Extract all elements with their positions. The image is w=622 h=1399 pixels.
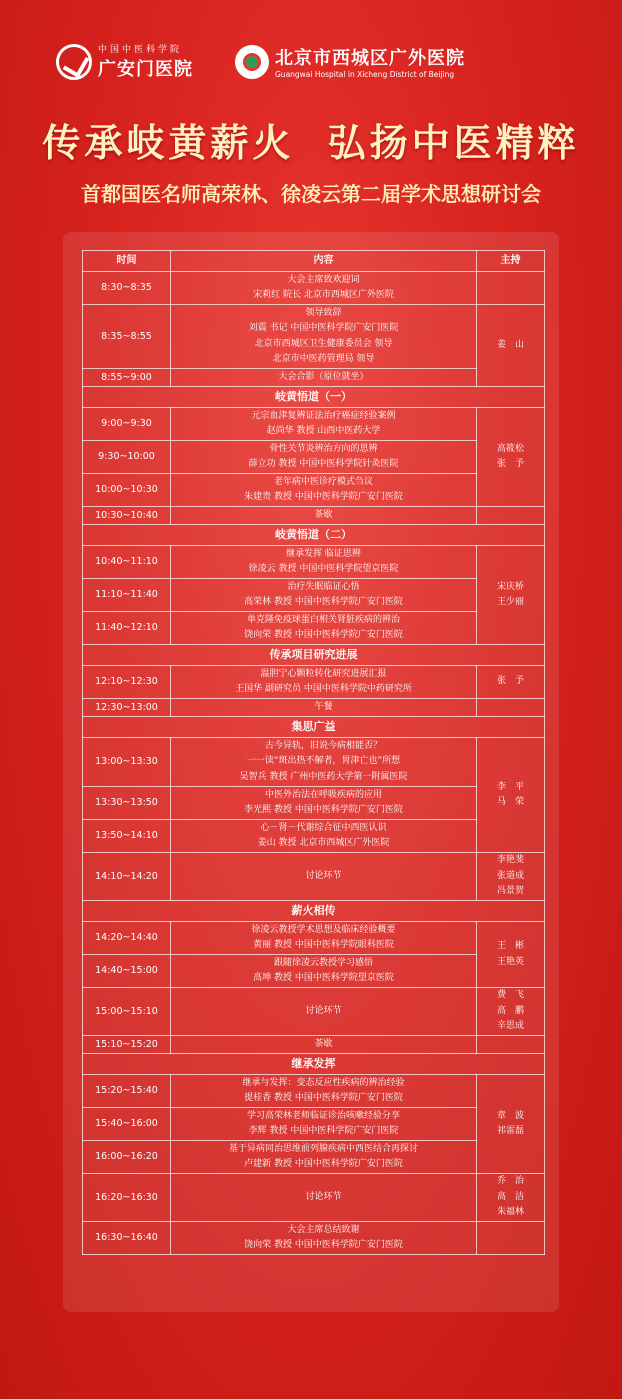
host-name: 冯景贺 (496, 886, 524, 897)
content-cell (171, 820, 477, 853)
content-line: 李光熙 教授 中国中医科学院广安门医院 (244, 805, 403, 815)
table-row (83, 474, 545, 507)
table-row (83, 988, 545, 1036)
table-row (83, 579, 545, 612)
table-row (83, 1108, 545, 1141)
time-cell: 15:20~15:40 (83, 1075, 171, 1108)
content-cell: 午餐 (171, 699, 477, 717)
content-cell (171, 955, 477, 988)
content-line: 宋莉红 院长 北京市西城区广外医院 (253, 290, 394, 300)
table-row (83, 612, 545, 645)
main-title (0, 112, 622, 167)
content-line: 温胆宁心颗粒转化研究进展汇报 (260, 668, 387, 679)
content-cell: 大会合影（原位就坐） (171, 369, 477, 387)
content-line: 饶向荣 教授 中国中医科学院广安门医院 (244, 1240, 403, 1250)
content-line: 基于异病同治思维前列腺疾病中西医结合再探讨 (228, 1143, 418, 1154)
table-row (83, 853, 545, 901)
content-cell (171, 738, 477, 787)
time-cell: 16:00~16:20 (83, 1141, 171, 1174)
content-line: 姜山 教授 北京市西城区广外医院 (257, 838, 390, 848)
time-cell: 10:30~10:40 (83, 507, 171, 525)
table-row (83, 922, 545, 955)
time-cell: 16:20~16:30 (83, 1174, 171, 1222)
content-line: 北京市中医药管理局 领导 (272, 354, 375, 364)
section-title: 岐黄悟道（二） (83, 525, 545, 546)
content-line: 卢建新 教授 中国中医科学院广安门医院 (244, 1159, 403, 1169)
content-cell (171, 787, 477, 820)
content-line: 高坤 教授 中国中医科学院望京医院 (253, 973, 394, 983)
time-cell: 12:10~12:30 (83, 666, 171, 699)
section-row (83, 717, 545, 738)
table-row (83, 787, 545, 820)
subtitle: 首都国医名师高荣林、徐凌云第二届学术思想研讨会 (81, 182, 541, 206)
content-line: 吴智兵 教授 广州中医药大学第一附属医院 (239, 771, 408, 782)
content-line: 大会主席总结致谢 (287, 1224, 360, 1235)
table-row (83, 738, 545, 787)
table-row (83, 1036, 545, 1054)
host-name: 高 鹏 (496, 1005, 524, 1016)
table-row (83, 955, 545, 988)
table-row (83, 507, 545, 525)
content-cell (171, 305, 477, 369)
host-cell (477, 738, 545, 853)
header-time: 时间 (83, 251, 171, 272)
header (0, 0, 622, 100)
section-row (83, 645, 545, 666)
content-cell: 茶歇 (171, 507, 477, 525)
content-cell: 讨论环节 (171, 853, 477, 901)
time-cell: 13:50~14:10 (83, 820, 171, 853)
section-title: 集思广益 (83, 717, 545, 738)
content-cell (171, 922, 477, 955)
section-row (83, 525, 545, 546)
guanganmen-logo (56, 42, 193, 81)
content-line: 骨性关节炎辨治方向的思辨 (269, 443, 378, 454)
host-cell: 姜 山 (477, 305, 545, 387)
section-row (83, 387, 545, 408)
content-line: 治疗失眠临证心悟 (287, 581, 360, 592)
table-row (83, 408, 545, 441)
section-row (83, 901, 545, 922)
host-name: 李 平 (496, 781, 524, 792)
content-cell: 讨论环节 (171, 1174, 477, 1222)
content-line: 徐凌云 教授 中国中医科学院望京医院 (248, 564, 399, 574)
content-line: 王国华 副研究员 中国中医科学院中药研究所 (235, 684, 412, 694)
host-cell (477, 408, 545, 507)
content-cell (171, 579, 477, 612)
content-cell (171, 612, 477, 645)
host-name: 章 波 (496, 1110, 524, 1121)
content-cell (171, 441, 477, 474)
table-row (83, 305, 545, 369)
section-title: 传承项目研究进展 (83, 645, 545, 666)
host-name: 张 予 (496, 459, 524, 469)
time-cell: 9:00~9:30 (83, 408, 171, 441)
time-cell: 10:00~10:30 (83, 474, 171, 507)
time-cell: 9:30~10:00 (83, 441, 171, 474)
main-title-left: 传承岐黄薪火 (42, 120, 295, 165)
time-cell: 14:10~14:20 (83, 853, 171, 901)
content-line: 提桂香 教授 中国中医科学院广安门医院 (244, 1093, 403, 1103)
time-cell: 13:30~13:50 (83, 787, 171, 820)
content-cell (171, 1075, 477, 1108)
time-cell: 16:30~16:40 (83, 1222, 171, 1255)
guanganmen-logo-icon (56, 44, 92, 80)
time-cell: 12:30~13:00 (83, 699, 171, 717)
content-line: 一一读“斑出热不解者，胃津亡也”所想 (246, 756, 401, 767)
content-line: 高荣林 教授 中国中医科学院广安门医院 (244, 597, 403, 607)
time-cell: 10:40~11:10 (83, 546, 171, 579)
table-row (83, 1075, 545, 1108)
host-cell (477, 507, 545, 525)
section-title: 继承发挥 (83, 1054, 545, 1075)
content-line: 老年病中医诊疗模式刍议 (273, 476, 373, 487)
content-line: 领导致辞 (305, 307, 342, 318)
main-title-right: 弘扬中医精粹 (327, 120, 580, 165)
host-name: 李艳斐 (496, 855, 524, 866)
host-name: 张道成 (496, 870, 524, 881)
host-name: 高 洁 (496, 1191, 524, 1202)
time-cell: 14:40~15:00 (83, 955, 171, 988)
table-row (83, 441, 545, 474)
content-line: 饶向荣 教授 中国中医科学院广安门医院 (244, 630, 403, 640)
content-line: 李辉 教授 中国中医科学院广安门医院 (248, 1126, 399, 1136)
time-cell: 15:40~16:00 (83, 1108, 171, 1141)
content-line: 单克隆免疫球蛋白相关肾脏疾病的辨治 (246, 614, 400, 625)
content-line: 赵尚华 教授 山西中医药大学 (266, 426, 381, 436)
table-row (83, 369, 545, 387)
host-name: 乔 治 (496, 1176, 524, 1187)
time-cell: 15:00~15:10 (83, 988, 171, 1036)
host-cell (477, 272, 545, 305)
content-cell (171, 474, 477, 507)
content-line: 学习高荣林老师临证诊治咳嗽经验分享 (246, 1110, 400, 1121)
host-cell (477, 699, 545, 717)
content-line: 薛立功 教授 中国中医科学院针灸医院 (248, 459, 399, 469)
content-line: 大会主席致欢迎词 (287, 274, 360, 285)
host-name: 王 彬 (496, 941, 524, 951)
section-row (83, 1054, 545, 1075)
content-cell (171, 272, 477, 305)
content-line: 黄丽 教授 中国中医科学院眼科医院 (253, 940, 394, 950)
host-name: 王少丽 (496, 597, 524, 607)
header-host: 主持 (477, 251, 545, 272)
content-cell (171, 1141, 477, 1174)
content-cell: 讨论环节 (171, 988, 477, 1036)
logo2-english: Guangwai Hospital in Xicheng District of Beijing (275, 70, 455, 79)
table-row (83, 666, 545, 699)
table-row (83, 820, 545, 853)
content-line: 继承与发挥：变态反应性疾病的辨治经验 (242, 1077, 405, 1088)
content-line: 中医外治法在呼吸疾病的应用 (264, 789, 382, 800)
content-line: 元宗血津复辨证法治疗癌症经验案例 (251, 410, 396, 421)
content-line: 徐凌云教授学术思想及临床经验概要 (251, 924, 396, 935)
content-line: 朱建贵 教授 中国中医科学院广安门医院 (244, 492, 403, 502)
time-cell: 8:55~9:00 (83, 369, 171, 387)
time-cell: 11:10~11:40 (83, 579, 171, 612)
time-cell: 11:40~12:10 (83, 612, 171, 645)
host-cell (477, 922, 545, 988)
time-cell: 8:30~8:35 (83, 272, 171, 305)
host-cell (477, 988, 545, 1036)
host-name: 朱福林 (496, 1207, 524, 1218)
host-cell (477, 1036, 545, 1054)
content-line: 北京市西城区卫生健康委员会 领导 (254, 338, 393, 349)
content-cell (171, 666, 477, 699)
table-row (83, 272, 545, 305)
section-title: 岐黄悟道（一） (83, 387, 545, 408)
host-cell (477, 853, 545, 901)
content-line: 继承发挥 临证思辨 (286, 548, 361, 559)
time-cell: 8:35~8:55 (83, 305, 171, 369)
section-title: 薪火相传 (83, 901, 545, 922)
table-row (83, 1141, 545, 1174)
host-name: 祁雷磊 (496, 1126, 524, 1136)
logo1-small-text: 中国中医科学院 (98, 45, 183, 55)
logo2-name: 北京市西城区广外医院 (275, 48, 465, 69)
table-row (83, 699, 545, 717)
guangwai-logo (235, 44, 465, 79)
content-cell (171, 1108, 477, 1141)
content-line: 古今异轨，旧说今病相能否？ (264, 740, 382, 751)
host-cell (477, 1174, 545, 1222)
content-line: 心－肾－代谢综合征中西医认识 (260, 822, 387, 833)
host-name: 费 飞 (496, 990, 524, 1001)
host-cell (477, 1075, 545, 1174)
guangwai-logo-icon (235, 45, 269, 79)
host-name: 马 荣 (496, 797, 524, 807)
table-row (83, 1222, 545, 1255)
time-cell: 15:10~15:20 (83, 1036, 171, 1054)
host-name: 辛思成 (496, 1021, 524, 1032)
logo1-name: 广安门医院 (98, 59, 193, 80)
table-header (83, 251, 545, 272)
content-cell: 茶歇 (171, 1036, 477, 1054)
header-content: 内容 (171, 251, 477, 272)
host-name: 高筱松 (496, 443, 524, 454)
content-cell (171, 546, 477, 579)
host-name: 王艳英 (496, 956, 524, 967)
content-line: 刘震 书记 中国中医科学院广安门医院 (248, 323, 399, 333)
host-cell: 张 予 (477, 666, 545, 699)
table-row (83, 546, 545, 579)
table-row (83, 1174, 545, 1222)
host-cell (477, 546, 545, 645)
host-cell (477, 1222, 545, 1255)
time-cell: 14:20~14:40 (83, 922, 171, 955)
content-cell (171, 1222, 477, 1255)
host-name: 宋庆桥 (496, 581, 524, 592)
schedule-table (82, 250, 545, 1255)
content-cell (171, 408, 477, 441)
time-cell: 13:00~13:30 (83, 738, 171, 787)
content-line: 跟随徐凌云教授学习感悟 (273, 957, 373, 968)
